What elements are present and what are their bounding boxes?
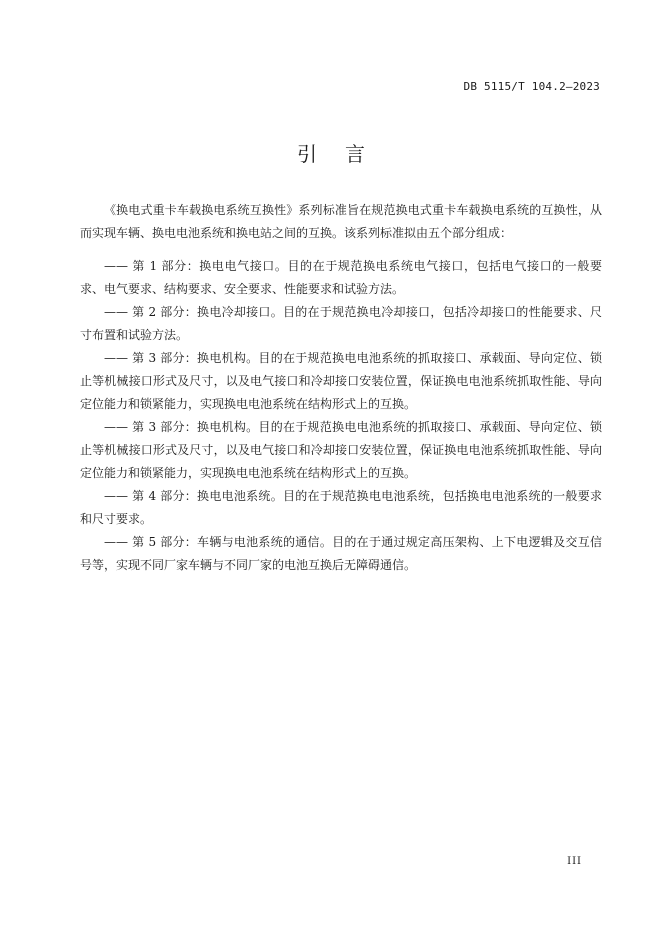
part-text: 第 3 部分：换电机构。目的在于规范换电电池系统的抓取接口、承载面、导向定位、锁止等机械接口形式及尺寸，以及电气接口和冷却接口安装位置，保证换电电池系统抓取性能、导向定位能力和锁紧能力，实现换电电池系统在结构形式上的互换。: [80, 420, 602, 480]
part-item: [80, 301, 602, 347]
dash-marker: ——: [104, 351, 128, 365]
dash-marker: ——: [104, 259, 128, 273]
dash-marker: ——: [104, 489, 128, 503]
part-text: 第 5 部分：车辆与电池系统的通信。目的在于通过规定高压架构、上下电逻辑及交互信号等，实现不同厂家车辆与不同厂家的电池互换后无障碍通信。: [80, 535, 602, 572]
page-number: III: [567, 856, 582, 867]
intro-paragraph: 《换电式重卡车载换电系统互换性》系列标准旨在规范换电式重卡车载换电系统的互换性，从而实现车辆、换电电池系统和换电站之间的互换。该系列标准拟由五个部分组成：: [80, 203, 602, 240]
part-text: 第 4 部分：换电电池系统。目的在于规范换电电池系统，包括换电电池系统的一般要求和尺寸要求。: [80, 489, 602, 526]
dash-marker: ——: [104, 305, 128, 319]
part-text: 第 3 部分：换电机构。目的在于规范换电电池系统的抓取接口、承载面、导向定位、锁止等机械接口形式及尺寸，以及电气接口和冷却接口安装位置，保证换电电池系统抓取性能、导向定位能力和锁紧能力，实现换电电池系统在结构形式上的互换。: [80, 351, 602, 411]
part-item: [80, 531, 602, 577]
part-item: [80, 485, 602, 531]
part-item: [80, 416, 602, 485]
part-item: [80, 347, 602, 416]
standard-code: DB 5115/T 104.2—2023: [463, 80, 600, 93]
part-item: [80, 255, 602, 301]
part-text: 第 1 部分：换电电气接口。目的在于规范换电系统电气接口，包括电气接口的一般要求、电气要求、结构要求、安全要求、性能要求和试验方法。: [80, 259, 602, 296]
page-title: 引言: [297, 142, 393, 166]
dash-marker: ——: [104, 420, 128, 434]
dash-marker: ——: [104, 535, 128, 549]
document-body: [80, 199, 602, 577]
part-text: 第 2 部分：换电冷却接口。目的在于规范换电冷却接口，包括冷却接口的性能要求、尺寸布置和试验方法。: [80, 305, 602, 342]
